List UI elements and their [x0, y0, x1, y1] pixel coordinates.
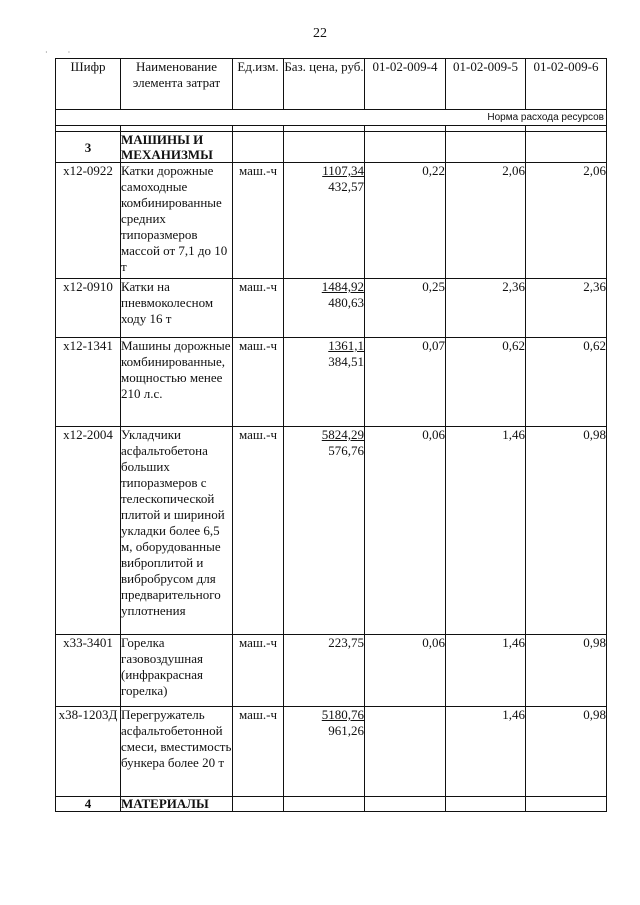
price-secondary: 384,51	[328, 354, 364, 369]
price-value: 1361,1	[328, 338, 364, 353]
price-value: 1107,34	[322, 163, 364, 178]
row-value-3: 0,98	[526, 635, 607, 707]
row-value-2: 2,06	[446, 163, 526, 279]
row-value-1: 0,07	[365, 338, 446, 427]
norm-label: Норма расхода ресурсов	[56, 110, 607, 126]
section-title: МАТЕРИАЛЫ	[121, 797, 233, 812]
header-code: Шифр	[56, 59, 121, 110]
header-col2: 01-02-009-5	[446, 59, 526, 110]
price-secondary: 432,57	[328, 179, 364, 194]
row-value-1: 0,06	[365, 635, 446, 707]
page-number: 22	[313, 26, 327, 41]
row-price	[284, 427, 365, 635]
row-code: х12-0910	[56, 279, 121, 338]
row-value-1: 0,22	[365, 163, 446, 279]
row-name: Машины дорожные комбинированные, мощностью менее 210 л.с.	[121, 338, 233, 427]
row-value-2: 2,36	[446, 279, 526, 338]
row-code: х38-1203Д	[56, 707, 121, 797]
row-value-2: 1,46	[446, 635, 526, 707]
section-title: МАШИНЫ И МЕХАНИЗМЫ	[121, 132, 233, 163]
row-value-1	[365, 707, 446, 797]
header-col3: 01-02-009-6	[526, 59, 607, 110]
row-name: Перегружатель асфальтобетонной смеси, вместимость бункера более 20 т	[121, 707, 233, 797]
row-unit: маш.-ч	[233, 279, 284, 338]
row-code: х12-1341	[56, 338, 121, 427]
price-value: 1484,92	[321, 279, 364, 294]
scan-specks: · ·	[45, 48, 71, 57]
row-value-3: 0,62	[526, 338, 607, 427]
section-number: 4	[56, 797, 121, 812]
section-header-materials	[56, 797, 607, 812]
table-row	[56, 163, 607, 279]
section-header-machines	[56, 132, 607, 163]
table-row	[56, 635, 607, 707]
price-value: 223,75	[328, 635, 364, 650]
row-value-1: 0,25	[365, 279, 446, 338]
row-unit: маш.-ч	[233, 338, 284, 427]
header-col1: 01-02-009-4	[365, 59, 446, 110]
price-value: 5824,29	[321, 427, 364, 442]
price-value: 5180,76	[321, 707, 364, 722]
row-price	[284, 635, 365, 707]
price-secondary: 961,26	[328, 723, 364, 738]
header-unit: Ед.изм.	[233, 59, 284, 110]
price-secondary: 480,63	[328, 295, 364, 310]
row-unit: маш.-ч	[233, 707, 284, 797]
row-name: Катки дорожные самоходные комбинированные средних типоразмеров массой от 7,1 до 10 т	[121, 163, 233, 279]
resource-norms-table	[55, 58, 607, 812]
row-unit: маш.-ч	[233, 163, 284, 279]
row-value-1: 0,06	[365, 427, 446, 635]
row-value-3: 0,98	[526, 427, 607, 635]
row-price	[284, 707, 365, 797]
norm-row	[56, 110, 607, 126]
row-value-3: 2,36	[526, 279, 607, 338]
header-name: Наименование элемента затрат	[121, 59, 233, 110]
header-price: Баз. цена, руб.	[284, 59, 365, 110]
row-unit: маш.-ч	[233, 635, 284, 707]
row-value-2: 1,46	[446, 707, 526, 797]
row-value-3: 2,06	[526, 163, 607, 279]
row-price	[284, 163, 365, 279]
table-row	[56, 279, 607, 338]
row-value-2: 0,62	[446, 338, 526, 427]
row-name: Укладчики асфальтобетона больших типоразмеров с телескопической плитой и шириной укладки более 6,5 м, оборудованные виброплитой и вибробрусом для предварительного уплотнения	[121, 427, 233, 635]
row-price	[284, 279, 365, 338]
row-code: х33-3401	[56, 635, 121, 707]
row-name: Горелка газовоздушная (инфракрасная горелка)	[121, 635, 233, 707]
row-price	[284, 338, 365, 427]
row-name: Катки на пневмоколесном ходу 16 т	[121, 279, 233, 338]
row-value-2: 1,46	[446, 427, 526, 635]
table-row	[56, 427, 607, 635]
table-row	[56, 338, 607, 427]
row-code: х12-2004	[56, 427, 121, 635]
table-row	[56, 707, 607, 797]
row-value-3: 0,98	[526, 707, 607, 797]
price-secondary: 576,76	[328, 443, 364, 458]
section-number: 3	[56, 132, 121, 163]
row-unit: маш.-ч	[233, 427, 284, 635]
header-row	[56, 59, 607, 110]
row-code: х12-0922	[56, 163, 121, 279]
